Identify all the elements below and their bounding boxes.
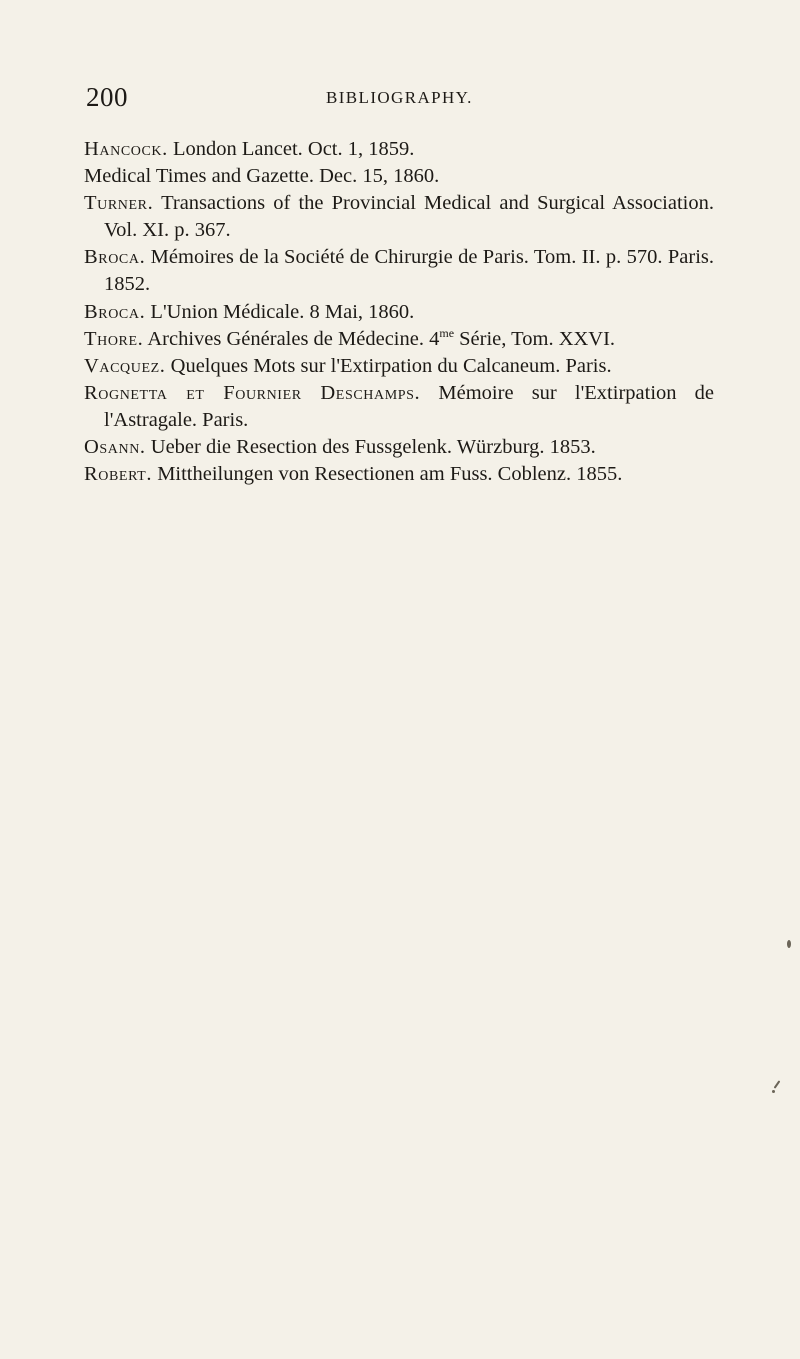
bibliography-entry (84, 136, 714, 163)
running-head: BIBLIOGRAPHY. (326, 88, 473, 107)
bibliography-entry (84, 326, 714, 353)
entry-author: Broca. (84, 300, 146, 323)
paper-speck (772, 1090, 775, 1093)
entry-text: London Lancet. Oct. 1, 1859. (172, 138, 415, 160)
entry-text: Série, Tom. XXVI. (454, 327, 616, 350)
bibliography-entry (84, 163, 714, 190)
entry-superscript: me (439, 325, 455, 340)
entry-author: Osann. (84, 436, 146, 459)
page-header (86, 82, 716, 114)
entry-author: Vacquez. (84, 354, 166, 377)
entry-text: L'Union Médicale. 8 Mai, 1860. (150, 300, 415, 323)
entry-text: Quelques Mots sur l'Extirpation du Calcaneum. Paris. (170, 354, 612, 377)
entry-author: Turner. (84, 192, 154, 215)
entry-author: Rognetta et Fournier Deschamps. (84, 381, 421, 404)
entry-author: Broca. (84, 246, 146, 269)
paper-speck (774, 1080, 781, 1089)
paper-speck (787, 940, 791, 948)
bibliography-entry (84, 353, 714, 380)
bibliography-entry (84, 434, 714, 461)
page-number: 200 (86, 82, 128, 112)
entry-text: Mémoires de la Société de Chirurgie de Paris. Tom. II. p. 570. Paris. 1852. (104, 246, 714, 296)
entry-text: Mittheilungen von Resectionen am Fuss. Coblenz. 1855. (157, 463, 623, 486)
bibliography-entry (84, 380, 714, 434)
bibliography-entry (84, 190, 714, 244)
bibliography-entry (84, 244, 714, 298)
entry-text: Medical Times and Gazette. Dec. 15, 1860. (84, 165, 440, 188)
entry-author: Robert. (84, 463, 153, 486)
entry-text: Archives Générales de Médecine. 4 (147, 327, 440, 350)
entry-text: Mémoire sur l'Extirpation de l'Astragale. Paris. (104, 381, 715, 431)
entry-author: Hancock. (84, 138, 168, 160)
bibliography-entry (84, 299, 714, 326)
entry-text: Ueber die Resection des Fussgelenk. Würzburg. 1853. (150, 436, 596, 459)
bibliography-entry (84, 461, 714, 488)
bibliography-list (84, 136, 714, 488)
entry-author: Thore. (84, 327, 144, 350)
entry-text: Transactions of the Provincial Medical and Surgical Association. Vol. XI. p. 367. (104, 192, 714, 242)
